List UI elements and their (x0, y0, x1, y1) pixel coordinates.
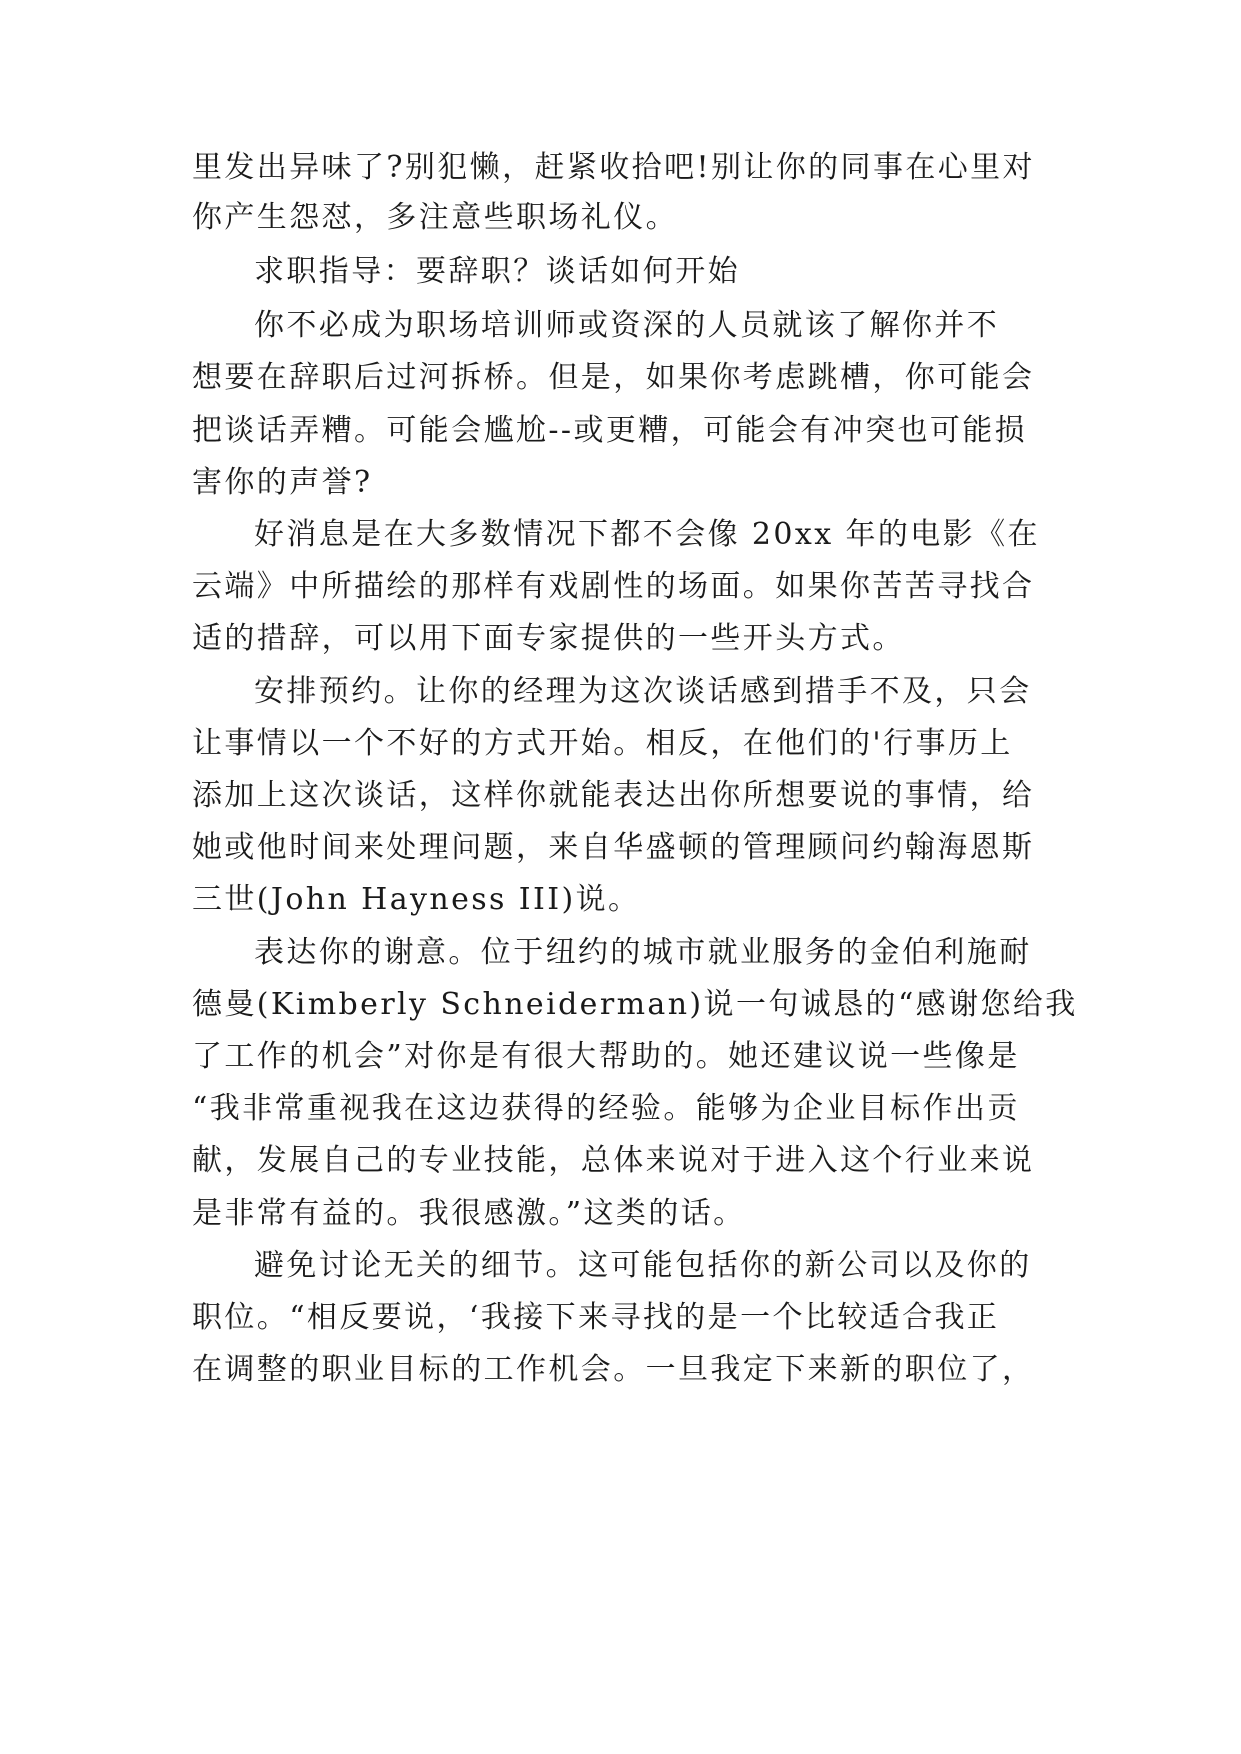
text-line: 了工作的机会”对你是有很大帮助的。她还建议说一些像是 (192, 1039, 1020, 1074)
text-line: 好消息是在大多数情况下都不会像 20xx 年的电影《在 (254, 517, 1040, 552)
text-line: 三世(John Hayness III)说。 (192, 882, 641, 917)
text-line: 想要在辞职后过河拆桥。但是，如果你考虑跳槽，你可能会 (192, 360, 1035, 395)
text-line: 献，发展自己的专业技能，总体来说对于进入这个行业来说 (192, 1143, 1035, 1178)
text-line: 适的措辞，可以用下面专家提供的一些开头方式。 (192, 621, 905, 656)
text-line: 把谈话弄糟。可能会尴尬--或更糟，可能会有冲突也可能损 (192, 413, 1028, 448)
text-line: 安排预约。让你的经理为这次谈话感到措手不及，只会 (254, 674, 1032, 709)
text-line: 职位。“相反要说，‘我接下来寻找的是一个比较适合我正 (192, 1300, 1000, 1335)
section-heading: 求职指导：要辞职？谈话如何开始 (254, 254, 740, 289)
text-line: 你不必成为职场培训师或资深的人员就该了解你并不 (254, 308, 1000, 343)
text-line: 添加上这次谈话，这样你就能表达出你所想要说的事情，给 (192, 778, 1035, 813)
text-line: 避免讨论无关的细节。这可能包括你的新公司以及你的 (254, 1248, 1032, 1283)
text-line: 在调整的职业目标的工作机会。一旦我定下来新的职位了， (192, 1352, 1035, 1387)
text-line: 她或他时间来处理问题，来自华盛顿的管理顾问约翰海恩斯 (192, 830, 1035, 865)
text-line: 里发出异味了?别犯懒，赶紧收拾吧!别让你的同事在心里对 (192, 150, 1035, 185)
text-line: 云端》中所描绘的那样有戏剧性的场面。如果你苦苦寻找合 (192, 569, 1035, 604)
text-line: 德曼(Kimberly Schneiderman)说一句诚恳的“感谢您给我 (192, 987, 1078, 1022)
text-line: 你产生怨怼，多注意些职场礼仪。 (192, 200, 678, 235)
text-line: “我非常重视我在这边获得的经验。能够为企业目标作出贡 (192, 1091, 1020, 1126)
text-line: 是非常有益的。我很感激。”这类的话。 (192, 1196, 746, 1231)
text-line: 让事情以一个不好的方式开始。相反，在他们的'行事历上 (192, 726, 1013, 761)
text-line: 表达你的谢意。位于纽约的城市就业服务的金伯利施耐 (254, 935, 1032, 970)
text-line: 害你的声誉? (192, 465, 373, 500)
